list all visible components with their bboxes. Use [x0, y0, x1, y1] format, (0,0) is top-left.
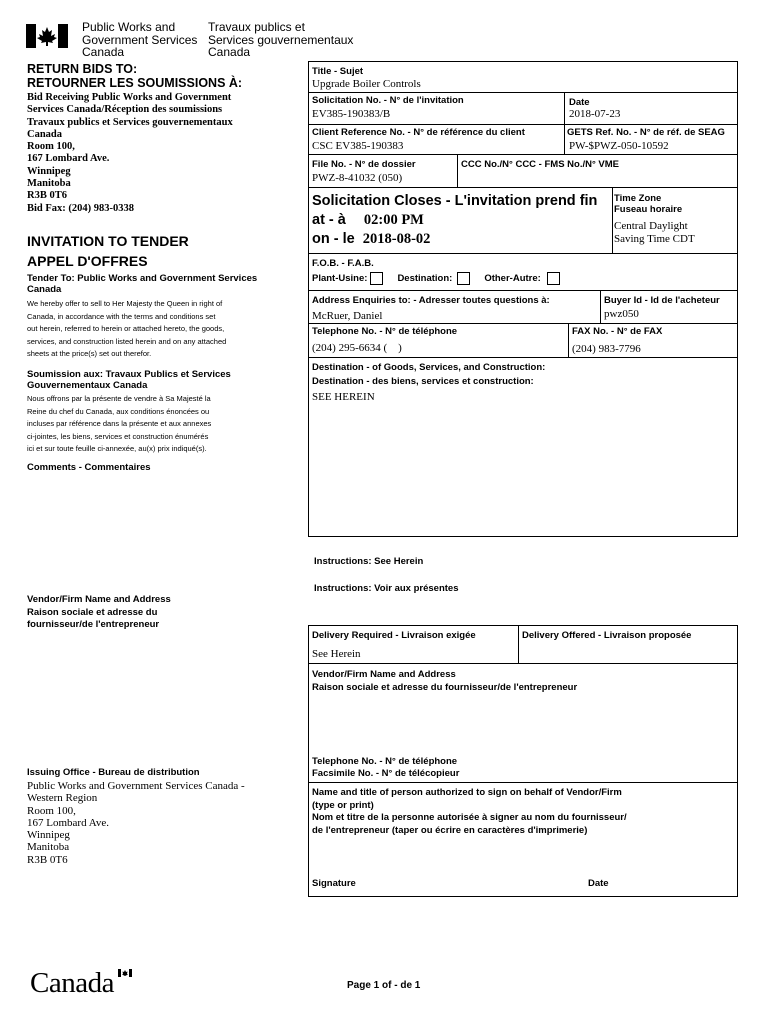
closes-on	[312, 230, 430, 248]
vendor-name-en: Vendor/Firm Name and Address	[312, 669, 456, 680]
soumission-line: Soumission aux: Travaux Publics et Services	[27, 369, 231, 380]
address-enquiries-label: Address Enquiries to: - Adresser toutes questions à:	[312, 295, 550, 306]
instructions-en: Instructions: See Herein	[314, 556, 424, 567]
signature-date-label: Date	[588, 878, 609, 889]
authorized-signer-label	[312, 787, 627, 837]
title-value: Upgrade Boiler Controls	[312, 78, 421, 90]
offer-line: Canada, in accordance with the terms and conditions set	[27, 311, 216, 321]
divider	[308, 663, 738, 664]
divider	[457, 154, 458, 187]
buyer-id-label: Buyer Id - Id de l'acheteur	[604, 295, 720, 306]
fob-options	[312, 272, 560, 285]
signer-line: Nom et titre de la personne autorisée à signer au nom du fournisseur/	[312, 812, 627, 823]
address-line: Room 100,	[27, 141, 75, 153]
return-bids-title	[27, 62, 242, 90]
instructions-fr: Instructions: Voir aux présentes	[314, 583, 459, 594]
dept-fr-line: Services gouvernementaux	[208, 32, 354, 47]
divider	[600, 290, 601, 323]
issuing-line: R3B 0T6	[27, 853, 68, 866]
divider	[308, 92, 738, 93]
address-line: Bid Receiving Public Works and Government	[27, 92, 232, 103]
delivery-required-label: Delivery Required - Livraison exigée	[312, 630, 476, 641]
destination-checkbox[interactable]	[457, 272, 470, 285]
signer-line: (type or print)	[312, 799, 374, 811]
vendor-left-line: fournisseur/de l'entrepreneur	[27, 619, 160, 630]
canada-wordmark	[30, 967, 114, 999]
destination-goods-value: SEE HEREIN	[312, 391, 375, 403]
vendor-name-fr: Raison sociale et adresse du fournisseur/de l'entrepreneur	[312, 682, 578, 693]
divider	[308, 187, 738, 188]
destination-goods-en: Destination - of Goods, Services, and Construction:	[312, 362, 546, 373]
offer-line: incluses par référence dans la présente et aux annexes	[27, 419, 212, 428]
ccc-label: CCC No./N° CCC - FMS No./N° VME	[461, 159, 620, 170]
address-line: Winnipeg	[27, 165, 71, 177]
offer-line: Nous offrons par la présente de vendre à Sa Majesté la	[27, 394, 211, 403]
wordmark-flag-icon	[118, 969, 132, 977]
at-label: at - à	[312, 212, 346, 228]
issuing-office-address	[27, 780, 245, 866]
fax-label: FAX No. - N° de FAX	[572, 326, 663, 337]
file-no-label: File No. - N° de dossier	[312, 159, 416, 170]
other-label: Other-Autre:	[484, 273, 541, 284]
delivery-offered-label: Delivery Offered - Livraison proposée	[522, 630, 692, 641]
comments-label: Comments - Commentaires	[27, 462, 151, 473]
signer-line: Name and title of person authorized to sign on behalf of Vendor/Firm	[312, 787, 622, 798]
divider	[564, 124, 565, 154]
dept-en-line: Canada	[82, 45, 125, 59]
other-checkbox[interactable]	[547, 272, 560, 285]
divider	[308, 124, 738, 125]
telephone-label: Telephone No. - N° de téléphone	[312, 326, 458, 337]
offer-line: Reine du chef du Canada, aux conditions énoncées ou	[27, 406, 210, 416]
page-number: Page 1 of - de 1	[347, 980, 421, 991]
gets-ref-label: GETS Ref. No. - N° de réf. de SEAG	[567, 127, 725, 138]
canada-flag-icon	[26, 24, 68, 48]
return-bids-title-en: RETURN BIDS TO:	[27, 62, 138, 76]
offer-line: ci-jointes, les biens, services et construction énumérés	[27, 431, 209, 441]
return-bids-address	[27, 92, 233, 215]
address-line: Canada	[27, 128, 63, 140]
client-ref-label: Client Reference No. - N° de référence du client	[312, 127, 525, 138]
divider	[308, 323, 738, 324]
tender-to-line: Tender To: Public Works and Government Services	[27, 273, 258, 284]
vendor-name-label	[312, 668, 577, 694]
vendor-telephone-label: Telephone No. - N° de téléphone	[312, 756, 458, 767]
offer-line: out herein, referred to herein or attached hereto, the goods,	[27, 324, 225, 333]
dept-fr-line: Canada	[208, 45, 251, 59]
vendor-left-label	[27, 594, 171, 632]
tz-label-en: Time Zone	[614, 193, 662, 204]
fax-value: (204) 983-7796	[572, 343, 641, 355]
on-value: 2018-08-02	[362, 231, 431, 247]
tz-label	[614, 193, 682, 215]
return-bids-title-fr: RETOURNER LES SOUMISSIONS À:	[27, 76, 243, 90]
invitation-title-en: INVITATION TO TENDER	[27, 233, 189, 249]
title-label: Title - Sujet	[312, 66, 364, 77]
destination-goods-fr: Destination - des biens, services et construction:	[312, 376, 534, 387]
invitation-title	[27, 231, 189, 271]
divider	[308, 357, 738, 358]
issuing-line: Winnipeg	[27, 829, 70, 842]
address-enquiries-value: McRuer, Daniel	[312, 310, 383, 322]
tz-value-line: Saving Time CDT	[614, 233, 695, 245]
closes-label: Solicitation Closes - L'invitation prend fin	[312, 193, 598, 209]
address-line: R3B 0T6	[27, 190, 67, 202]
fob-label: F.O.B. - F.A.B.	[312, 258, 374, 269]
issuing-line: Western Region	[27, 792, 98, 805]
closes-at	[312, 211, 424, 229]
client-ref-value: CSC EV385-190383	[312, 140, 404, 152]
address-line: Services Canada/Réception des soumissions	[27, 104, 223, 116]
divider	[568, 323, 569, 357]
vendor-left-line: Raison sociale et adresse du	[27, 606, 158, 618]
dept-en-line: Public Works and	[82, 20, 176, 34]
divider	[308, 154, 738, 155]
signature-label: Signature	[312, 878, 356, 889]
divider	[308, 290, 738, 291]
tz-label-fr: Fuseau horaire	[614, 204, 683, 215]
destination-label: Destination:	[397, 273, 453, 284]
solicitation-value: EV385-190383/B	[312, 108, 391, 120]
issuing-office-label: Issuing Office - Bureau de distribution	[27, 767, 200, 778]
divider	[518, 625, 519, 663]
canada-wordmark-text: Canada	[30, 967, 114, 999]
offer-line: ici et sur toute feuille ci-annexée, au(x) prix indiqué(s).	[27, 444, 207, 453]
destination-goods-label	[312, 361, 545, 389]
file-no-value: PWZ-8-41032 (050)	[312, 172, 403, 184]
tz-value	[614, 220, 695, 246]
vendor-facsimile-label: Facsimile No. - N° de télécopieur	[312, 768, 460, 779]
offer-line: We hereby offer to sell to Her Majesty the Queen in right of	[27, 299, 223, 308]
dept-name-en	[82, 21, 197, 59]
signer-line: de l'entrepreneur (taper ou écrire en caractères d'imprimerie)	[312, 824, 588, 836]
address-line: Manitoba	[27, 178, 71, 190]
tz-value-line: Central Daylight	[614, 220, 688, 232]
invitation-title-fr: APPEL D'OFFRES	[27, 253, 148, 269]
address-line: 167 Lombard Ave.	[27, 153, 110, 165]
divider	[308, 782, 738, 783]
dept-fr-line: Travaux publics et	[208, 20, 305, 34]
date-value: 2018-07-23	[569, 108, 621, 120]
solicitation-label: Solicitation No. - N° de l'invitation	[312, 95, 464, 106]
dept-en-line: Government Services	[82, 32, 198, 47]
buyer-id-value: pwz050	[604, 308, 639, 320]
issuing-line: 167 Lombard Ave.	[27, 816, 109, 829]
offer-text-fr	[27, 393, 211, 456]
issuing-line: Manitoba	[27, 841, 70, 854]
dept-name-fr	[208, 21, 353, 59]
divider	[308, 253, 738, 254]
offer-line: services, and construction listed herein and on any attached	[27, 336, 227, 346]
vendor-phone-fax	[312, 756, 459, 780]
at-value: 02:00 PM	[363, 212, 424, 228]
gets-ref-value: PW-$PWZ-050-10592	[569, 140, 669, 152]
divider	[564, 92, 565, 124]
issuing-line: Room 100,	[27, 804, 76, 817]
bid-fax: Bid Fax: (204) 983-0338	[27, 202, 135, 214]
issuing-line: Public Works and Government Services Canada -	[27, 780, 245, 792]
soumission-line: Gouvernementaux Canada	[27, 380, 148, 391]
plant-checkbox[interactable]	[370, 272, 383, 285]
vendor-left-line: Vendor/Firm Name and Address	[27, 594, 171, 605]
on-label: on - le	[312, 231, 355, 247]
address-line: Travaux publics et Services gouvernementaux	[27, 116, 233, 128]
offer-text-en	[27, 298, 226, 361]
offer-line: sheets at the price(s) set out therefor.	[27, 349, 152, 358]
divider	[612, 187, 613, 253]
soumission-aux	[27, 369, 231, 391]
date-label: Date	[569, 97, 590, 108]
plant-label: Plant-Usine:	[312, 273, 368, 284]
telephone-value: (204) 295-6634 ( )	[312, 342, 402, 354]
tender-to-line: Canada	[27, 284, 62, 295]
tender-to	[27, 273, 257, 295]
delivery-required-value: See Herein	[312, 648, 361, 660]
